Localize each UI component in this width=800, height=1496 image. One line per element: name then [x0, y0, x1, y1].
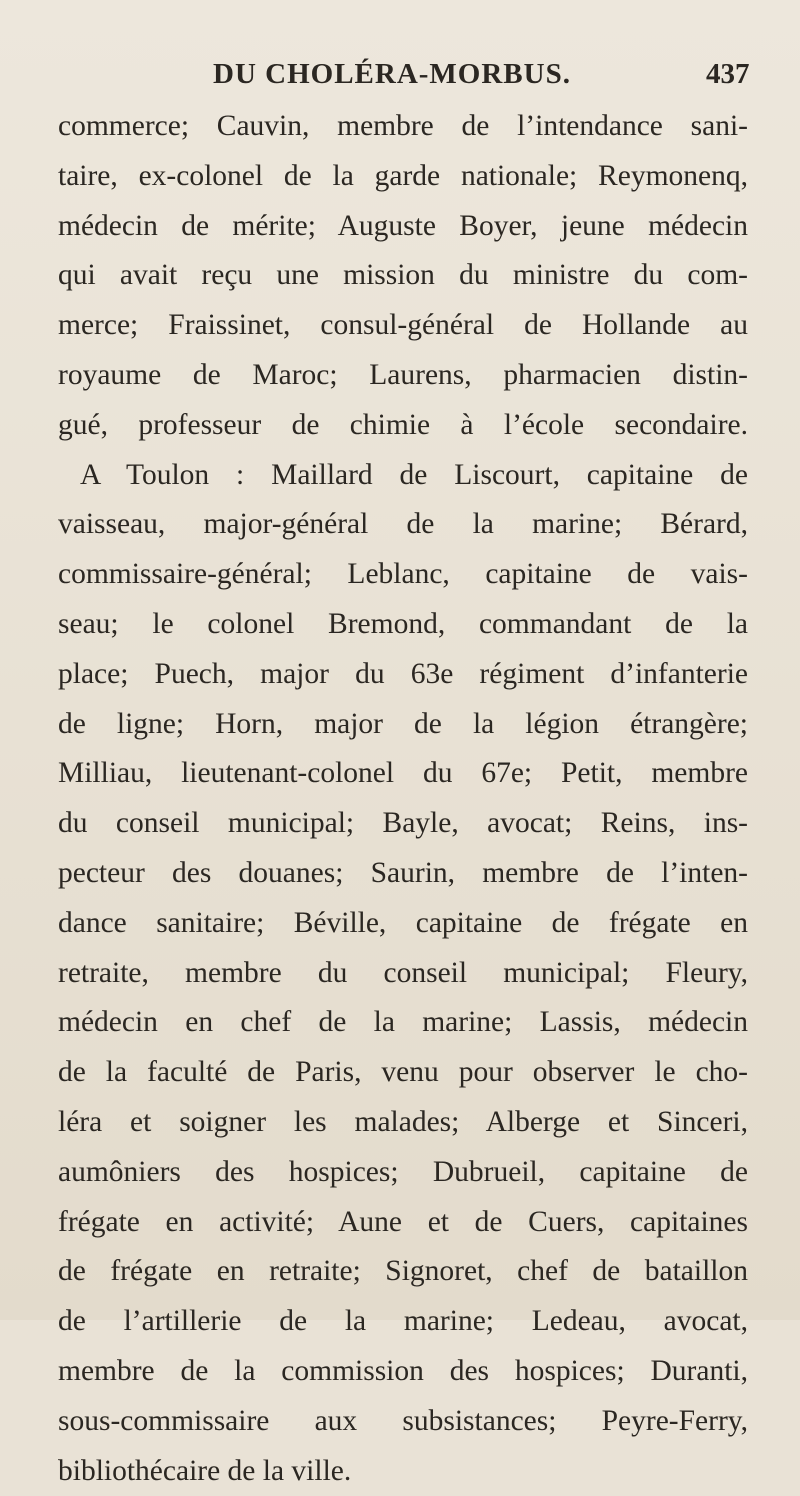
- text-line: merce; Fraissinet, consul-général de Hollande au: [58, 309, 748, 342]
- text-line: de la faculté de Paris, venu pour observer le cho-: [58, 1056, 748, 1089]
- text-line: seau; le colonel Bremond, commandant de la: [58, 607, 748, 640]
- text-line: A Toulon : Maillard de Liscourt, capitaine de: [80, 458, 748, 491]
- text-line: gué, professeur de chimie à l’école secondaire.: [58, 408, 748, 441]
- text-line: membre de la commission des hospices; Duranti,: [58, 1354, 748, 1387]
- text-line: bibliothécaire de la ville.: [58, 1454, 352, 1487]
- text-line: vaisseau, major-général de la marine; Bérard,: [58, 508, 748, 541]
- text-line: sous-commissaire aux subsistances; Peyre-Ferry,: [58, 1404, 748, 1437]
- text-line: commissaire-général; Leblanc, capitaine de vais-: [58, 558, 748, 591]
- text-line: de l’artillerie de la marine; Ledeau, avocat,: [58, 1305, 748, 1338]
- text-line: de frégate en retraite; Signoret, chef de bataillon: [58, 1255, 748, 1288]
- text-line: dance sanitaire; Béville, capitaine de frégate en: [58, 906, 748, 939]
- text-line: frégate en activité; Aune et de Cuers, capitaines: [58, 1205, 748, 1238]
- text-line: place; Puech, major du 63e régiment d’infanterie: [58, 657, 748, 690]
- text-line: médecin en chef de la marine; Lassis, médecin: [58, 1006, 748, 1039]
- page-number: 437: [706, 58, 750, 90]
- running-title: DU CHOLÉRA-MORBUS.: [213, 58, 571, 90]
- text-line: qui avait reçu une mission du ministre du com-: [58, 259, 748, 292]
- text-line: aumôniers des hospices; Dubrueil, capitaine de: [58, 1155, 748, 1188]
- text-line: du conseil municipal; Bayle, avocat; Reins, ins-: [58, 807, 748, 840]
- text-line: de ligne; Horn, major de la légion étrangère;: [58, 707, 748, 740]
- text-line: médecin de mérite; Auguste Boyer, jeune médecin: [58, 209, 748, 242]
- text-line: Milliau, lieutenant-colonel du 67e; Petit, membre: [58, 757, 748, 790]
- text-line: léra et soigner les malades; Alberge et Sinceri,: [58, 1105, 748, 1138]
- body-text: [58, 102, 748, 1496]
- text-line: retraite, membre du conseil municipal; Fleury,: [58, 956, 748, 989]
- text-line: pecteur des douanes; Saurin, membre de l’inten-: [58, 856, 748, 889]
- page-header: [0, 58, 800, 94]
- text-line: taire, ex-colonel de la garde nationale; Reymonenq,: [58, 159, 748, 192]
- text-line: commerce; Cauvin, membre de l’intendance sani-: [58, 110, 748, 142]
- text-line: royaume de Maroc; Laurens, pharmacien distin-: [58, 358, 748, 391]
